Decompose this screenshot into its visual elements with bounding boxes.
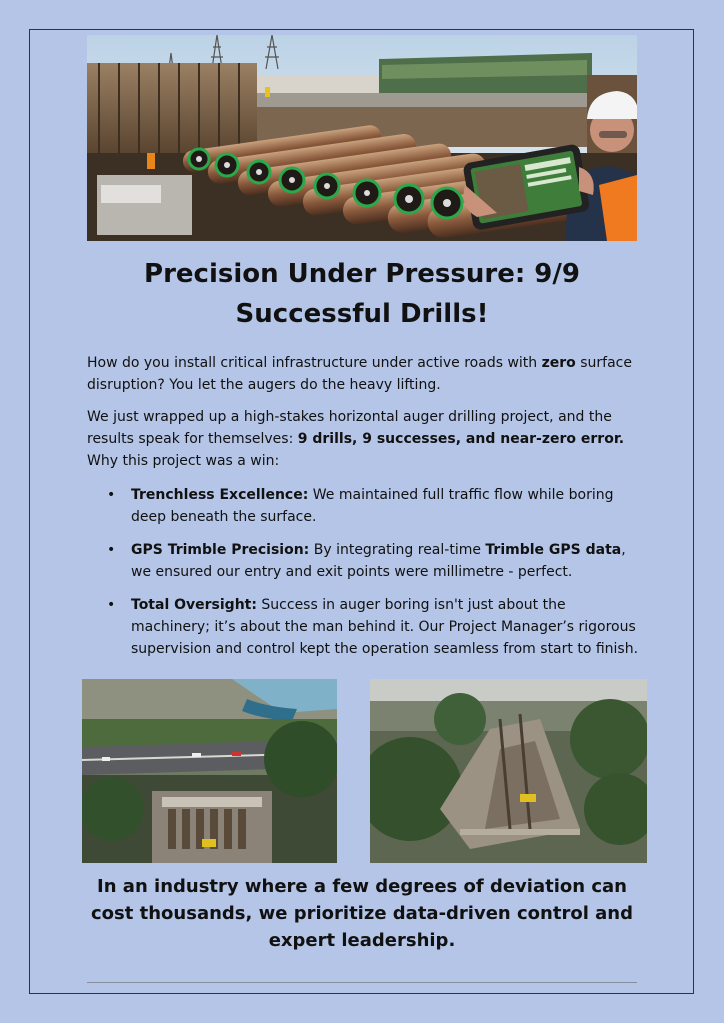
intro-paragraph: How do you install critical infrastructure under active roads with zero surface disruption? You let the augers do the heavy lifting.	[87, 355, 632, 393]
aerial-photo-site	[370, 679, 647, 863]
list-item: • Total Oversight: Success in auger boring isn't just about the machinery; it’s about the man behind it. Our Project Manager’s rigorous supervision and control kept the operation seamless from start to finish.	[87, 594, 642, 660]
bullet-icon: •	[107, 597, 116, 613]
page-title: Precision Under Pressure: 9/9 Successful Drills!	[144, 259, 580, 329]
results-bold: 9 drills, 9 successes, and near-zero error.	[297, 431, 625, 447]
bullet-icon: •	[107, 542, 116, 558]
intro-bold: zero	[541, 355, 576, 371]
footer-divider	[87, 982, 637, 983]
hero-photo	[87, 35, 637, 241]
results-paragraph: We just wrapped up a high-stakes horizontal auger drilling project, and the results speak for themselves: 9 drills, 9 successes, and near-zero error. Why this project was a win:	[87, 409, 625, 469]
list-item: • Trenchless Excellence: We maintained full traffic flow while boring deep beneath the surface.	[87, 484, 642, 528]
closing-statement: In an industry where a few degrees of deviation can cost thousands, we prioritize data-driven control and expert leadership.	[91, 876, 633, 951]
benefits-list	[87, 484, 642, 671]
list-item: • GPS Trimble Precision: By integrating real-time Trimble GPS data, we ensured our entry and exit points were millimetre - perfect.	[87, 539, 642, 583]
bullet-icon: •	[107, 487, 116, 503]
aerial-photo-road	[82, 679, 337, 863]
